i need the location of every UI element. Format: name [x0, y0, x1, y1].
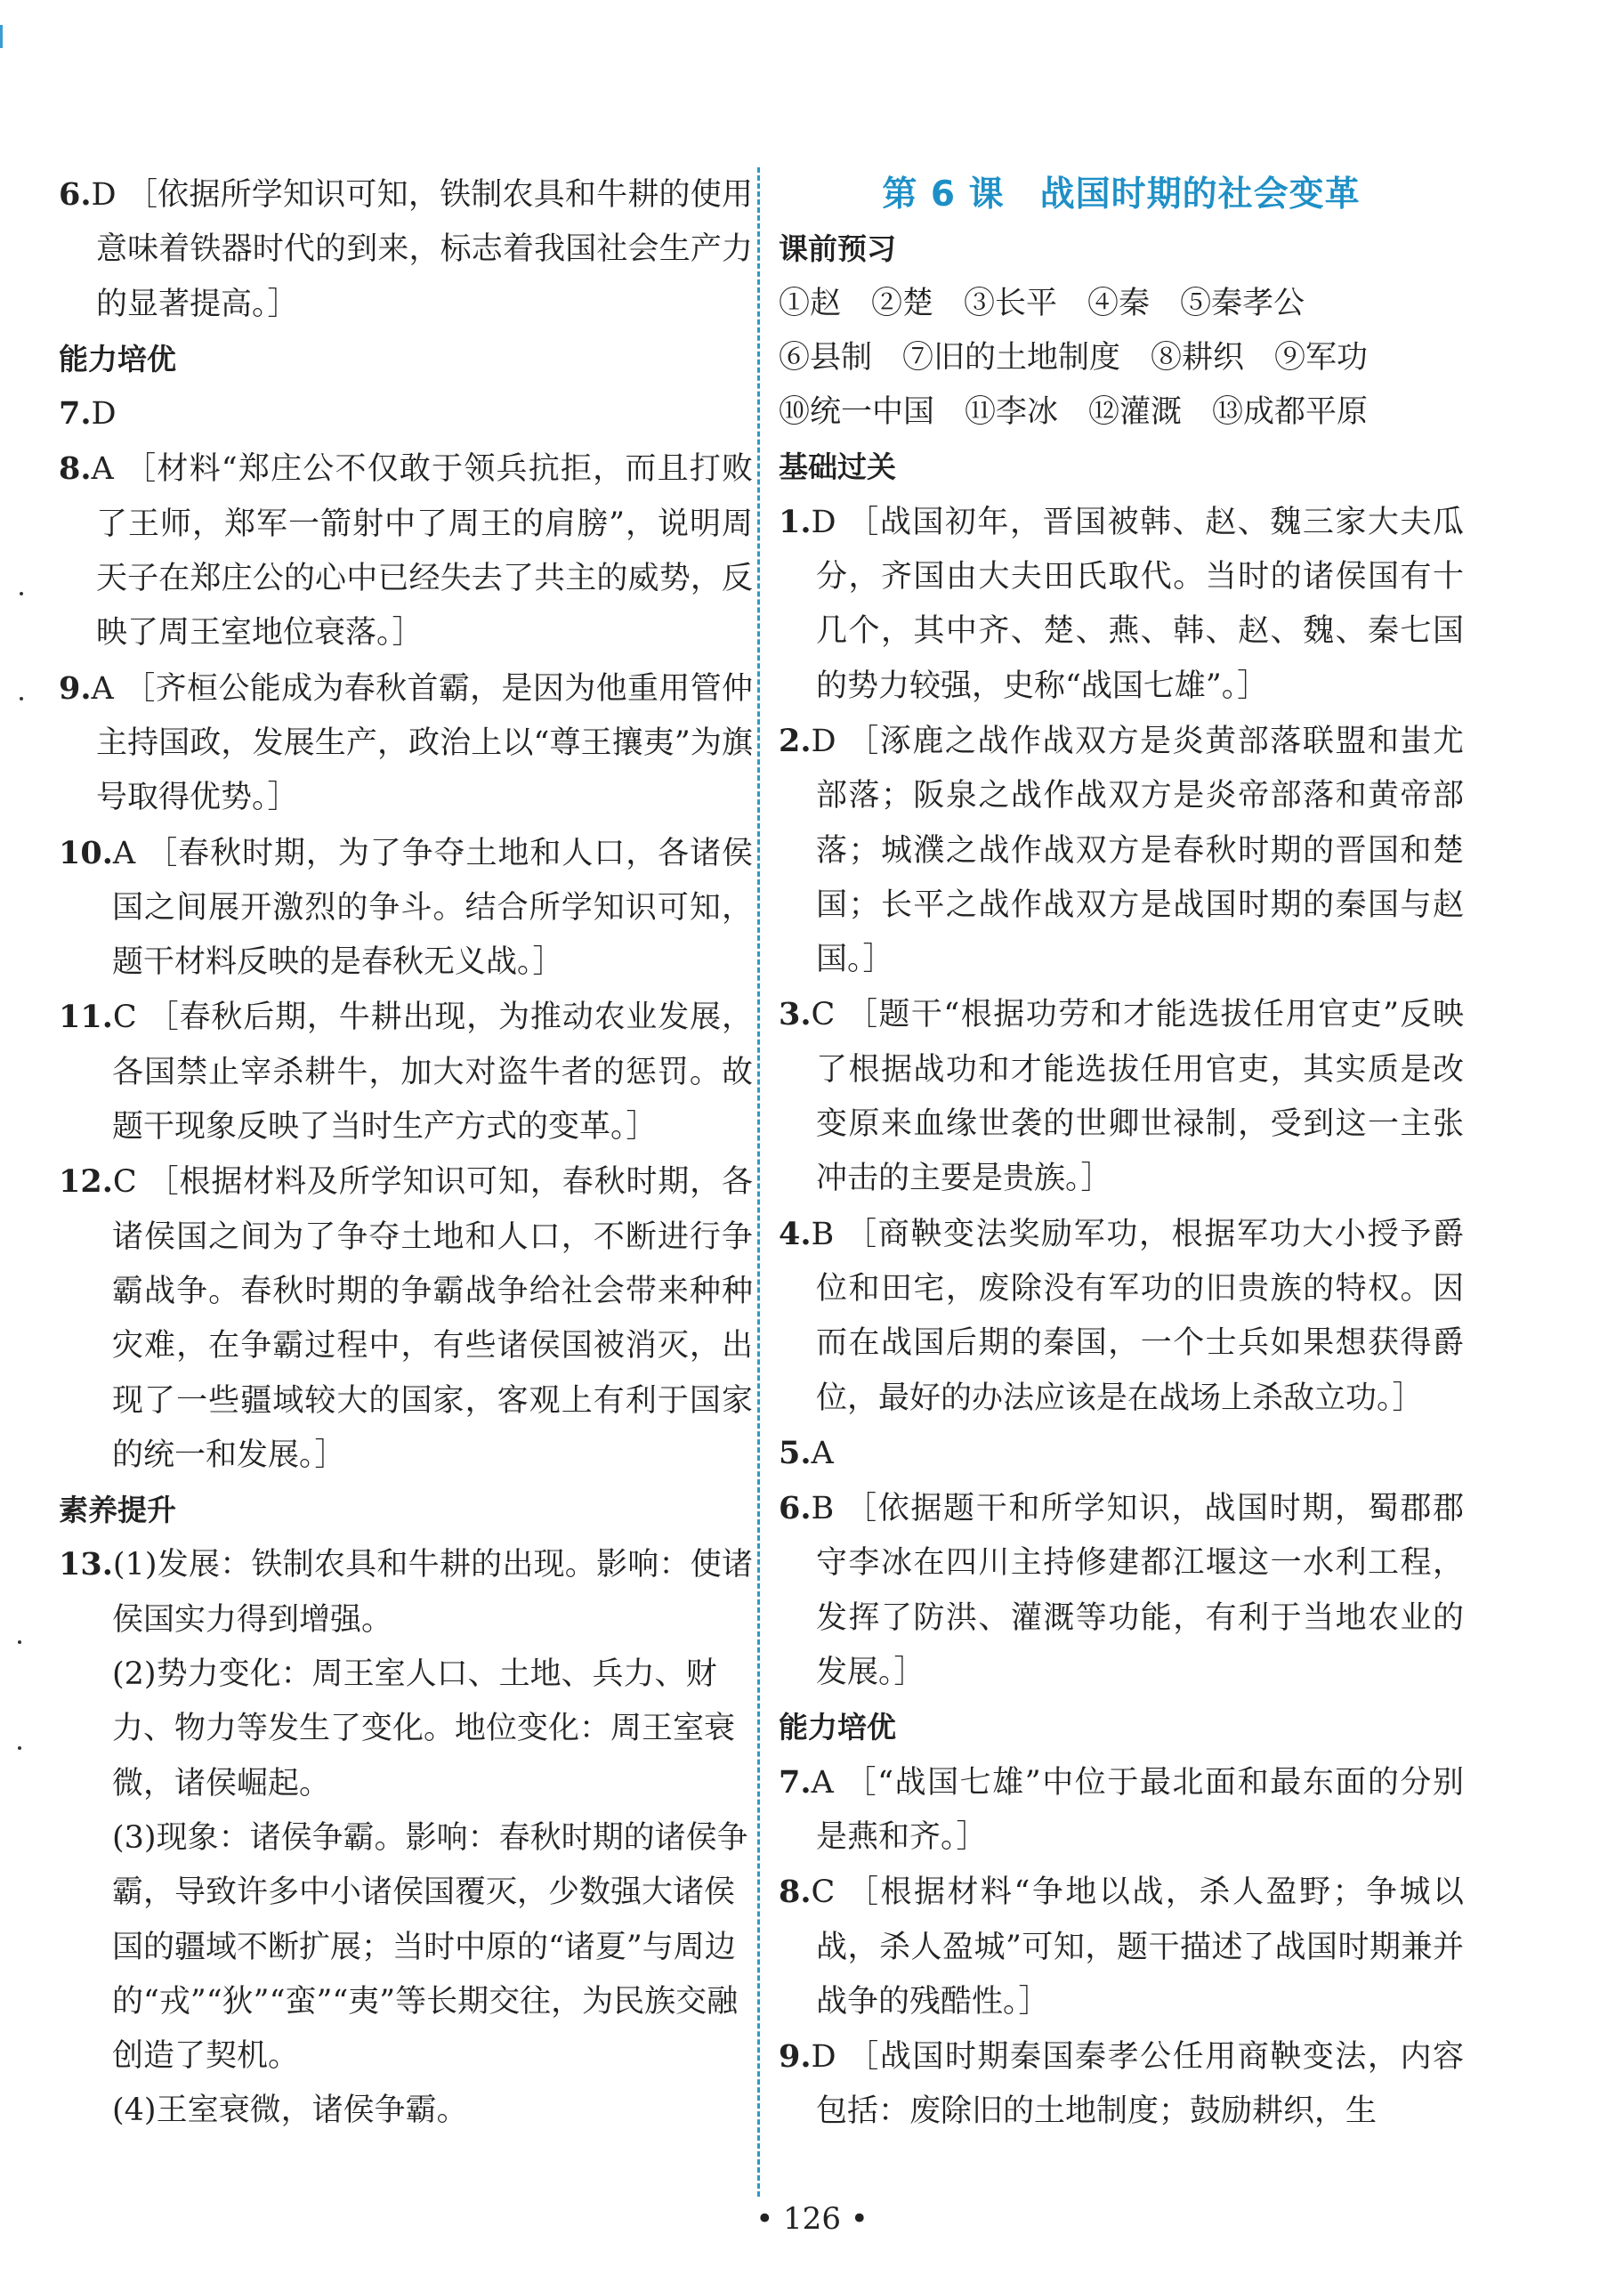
left-column	[59, 167, 753, 2139]
answer-item: 2.D ［涿鹿之战作战双方是炎黄部落联盟和蚩尤部落；阪泉之战作战双方是炎帝部落和黄帝部落；城濮之战作战双方是春秋时期的晋国和楚国；长平之战作战双方是战国时期的秦国与赵国。］	[779, 722, 1464, 978]
answer-item: 8.C ［根据材料“争地以战，杀人盈野；争城以战，杀人盈城”可知，题干描述了战国时期兼并战争的残酷性。］	[779, 1874, 1464, 2020]
answer-sub-item: (2)势力变化：周王室人口、土地、兵力、财力、物力等发生了变化。地位变化：周王室衰微，诸侯崛起。	[112, 1656, 736, 1801]
margin-dot	[18, 1746, 21, 1750]
answer-sub-item: (3)现象：诸侯争霸。影响：春秋时期的诸侯争霸，导致许多中小诸侯国覆灭，少数强大诸侯国的疆域不断扩展；当时中原的“诸夏”与周边的“戎”“狄”“蛮”“夷”等长期交往，为民族交融创造了契机。	[112, 1819, 748, 2075]
answer-item: 7.A ［“战国七雄”中位于最北面和最东面的分别是燕和齐。］	[779, 1763, 1464, 1855]
section-heading-ability: 能力培优	[779, 1710, 896, 1745]
section-heading-preview: 课前预习	[779, 231, 896, 267]
answer-item: 6.D ［依据所学知识可知，铁制农具和牛耕的使用意味着铁器时代的到来，标志着我国社会生产力的显著提高。］	[59, 176, 753, 322]
answer-item: 3.C ［题干“根据功劳和才能选拔任用官吏”反映了根据战功和才能选拔任用官吏，其实质是改变原来血缘世袭的世卿世禄制，受到这一主张冲击的主要是贵族。］	[779, 996, 1464, 1197]
section-heading-basic: 基础过关	[779, 449, 896, 485]
answer-item: 10.A ［春秋时期，为了争夺土地和人口，各诸侯国之间展开激烈的争斗。结合所学知识可知，题干材料反映的是春秋无义战。］	[59, 834, 753, 981]
answer-item: 12.C ［根据材料及所学知识可知，春秋时期，各诸侯国之间为了争夺土地和人口，不断进行争霸战争。春秋时期的争霸战争给社会带来种种灾难，在争霸过程中，有些诸侯国被消灭，出现了一些疆域较大的国家，客观上有利于国家的统一和发展。］	[59, 1163, 753, 1473]
column-divider	[757, 167, 760, 2197]
answer-item: 9.D ［战国时期秦国秦孝公任用商鞅变法，内容包括：废除旧的土地制度；鼓励耕织，生	[779, 2038, 1464, 2130]
corner-mark	[0, 25, 3, 48]
answer-sub-item: (4)王室衰微，诸侯争霸。	[112, 2093, 468, 2129]
answer-item-13: 13.(1)发展：铁制农具和牛耕的出现。影响：使诸侯国实力得到增强。	[59, 1546, 753, 1638]
margin-dot	[20, 592, 23, 595]
preview-row: ⑥县制 ⑦旧的土地制度 ⑧耕织 ⑨军功	[779, 339, 1369, 376]
section-heading-literacy: 素养提升	[59, 1493, 176, 1528]
answer-item: 1.D ［战国初年，晋国被韩、赵、魏三家大夫瓜分，齐国由大夫田氏取代。当时的诸侯国有十几个，其中齐、楚、燕、韩、赵、魏、秦七国的势力较强，史称“战国七雄”。］	[779, 503, 1464, 704]
answer-item: 7.D	[59, 395, 117, 433]
section-heading-ability: 能力培优	[59, 341, 176, 376]
answer-item: 9.A ［齐桓公能成为春秋首霸，是因为他重用管仲主持国政，发展生产，政治上以“尊王攘夷”为旗号取得优势。］	[59, 669, 753, 816]
answer-item: 6.B ［依据题干和所学知识，战国时期，蜀郡郡守李冰在四川主持修建都江堰这一水利工程，发挥了防洪、灌溉等功能，有利于当地农业的发展。］	[779, 1490, 1464, 1691]
page-number: • 126 •	[755, 2201, 869, 2237]
answer-item: 5.A	[779, 1434, 834, 1471]
answer-item: 4.B ［商鞅变法奖励军功，根据军功大小授予爵位和田宅，废除没有军功的旧贵族的特权。因而在战国后期的秦国，一个士兵如果想获得爵位，最好的办法应该是在战场上杀敌立功。］	[779, 1215, 1464, 1416]
preview-row: ⑩统一中国 ⑪李冰 ⑫灌溉 ⑬成都平原	[779, 394, 1369, 431]
right-column	[779, 167, 1464, 2140]
answer-item: 11.C ［春秋后期，牛耕出现，为推动农业发展，各国禁止宰杀耕牛，加大对盗牛者的惩罚。故题干现象反映了当时生产方式的变革。］	[59, 999, 753, 1146]
answer-item: 8.A ［材料“郑庄公不仅敢于领兵抗拒，而且打败了王师，郑军一箭射中了周王的肩膀”，说明周天子在郑庄公的心中已经失去了共主的威势，反映了周王室地位衰落。］	[59, 450, 753, 652]
margin-dot	[20, 697, 23, 700]
margin-dot	[18, 1640, 21, 1644]
preview-row: ①赵 ②楚 ③长平 ④秦 ⑤秦孝公	[779, 285, 1305, 321]
lesson-title: 第 6 课 战国时期的社会变革	[882, 174, 1361, 215]
